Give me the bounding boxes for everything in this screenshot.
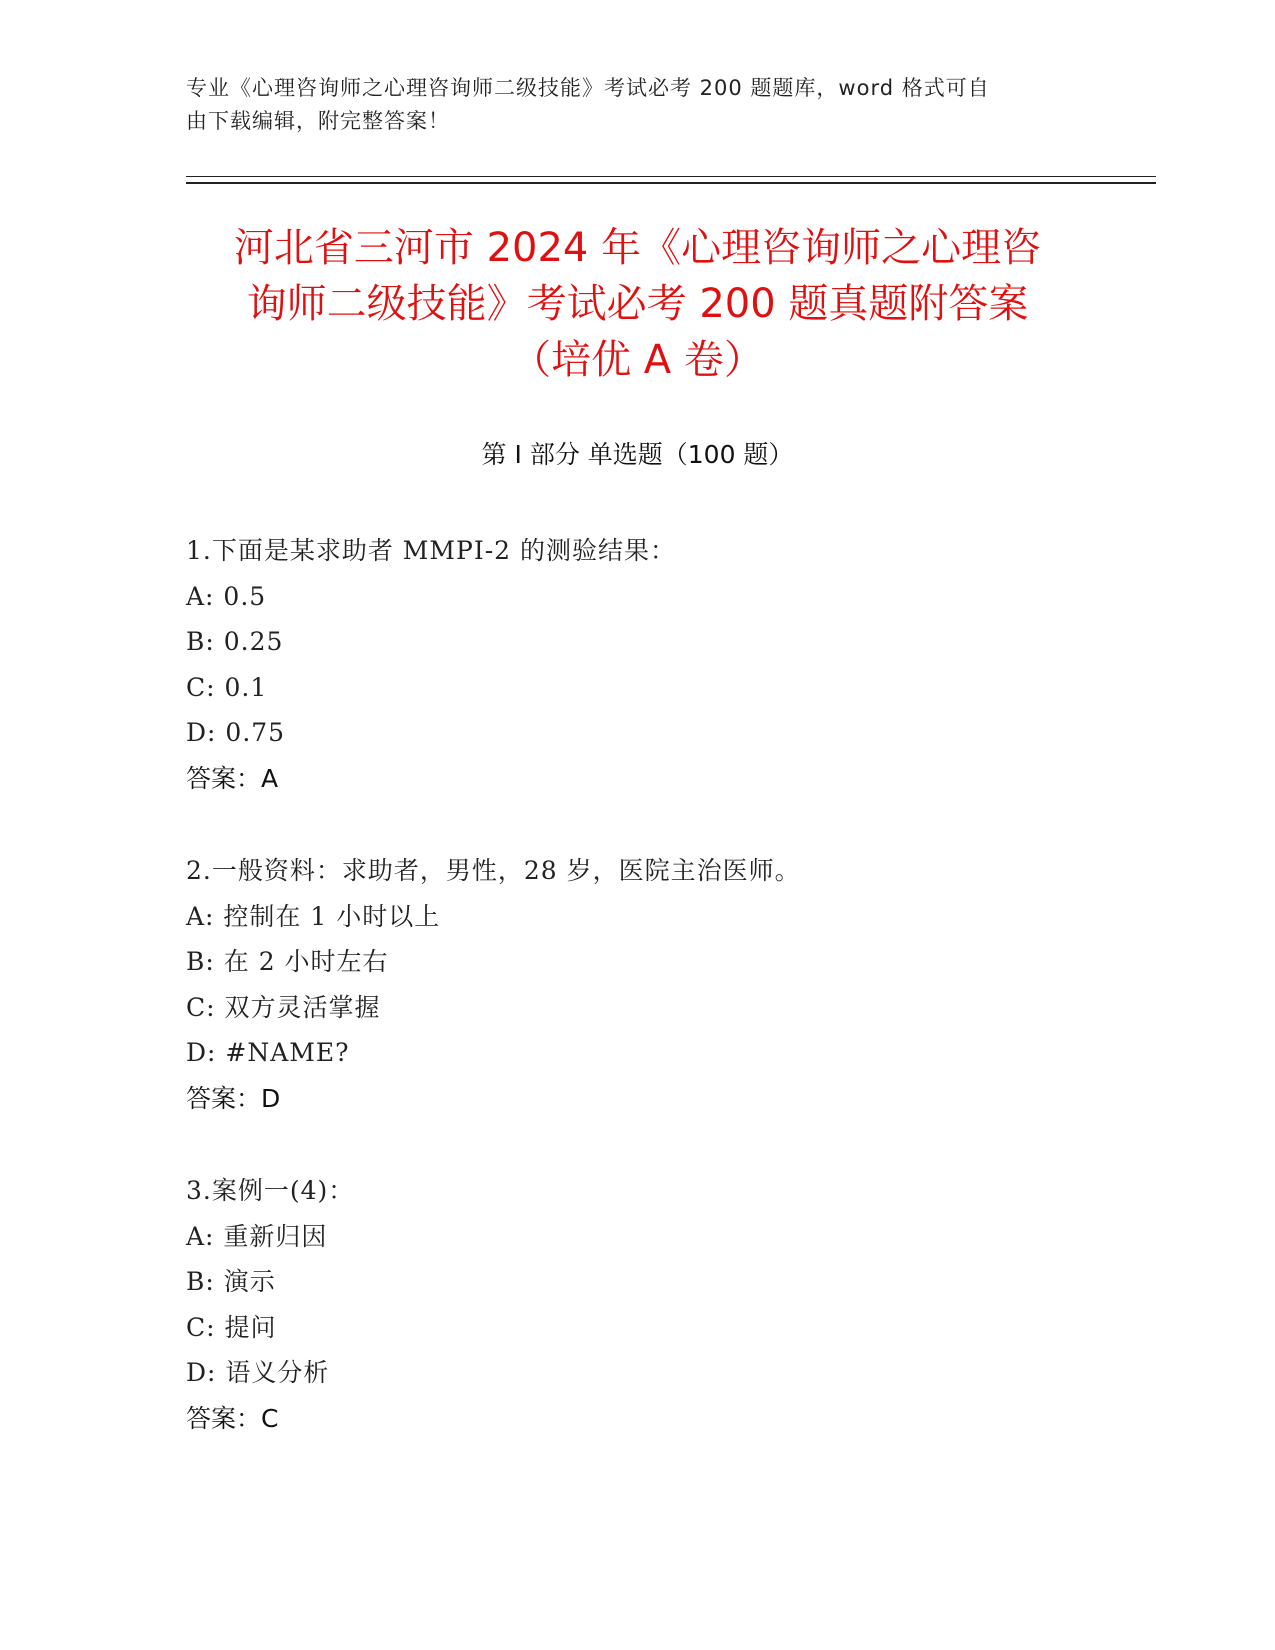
title-line-3: （培优 A 卷） — [511, 337, 764, 383]
answer-line: 答案：A — [186, 763, 279, 793]
intro-line-2: 由下载编辑，附完整答案！ — [186, 109, 450, 133]
header-divider-thin — [186, 176, 1156, 177]
question-stem: 2.一般资料：求助者，男性，28 岁，医院主治医师。 — [186, 856, 801, 885]
option-c: C: 0.1 — [186, 672, 268, 702]
option-d: D: 语义分析 — [186, 1358, 330, 1387]
option-b: B: 演示 — [186, 1267, 276, 1296]
question-stem: 3.案例一(4)： — [186, 1176, 355, 1205]
question-stem: 1.下面是某求助者 MMPI-2 的测验结果： — [186, 536, 676, 565]
intro-text — [186, 72, 1066, 138]
section-heading: 第 I 部分 单选题（100 题） — [481, 440, 794, 469]
option-d: D: #NAME? — [186, 1038, 350, 1067]
intro-line-1: 专业《心理咨询师之心理咨询师二级技能》考试必考 200 题题库，word 格式可自 — [186, 76, 990, 100]
answer-line: 答案：C — [186, 1403, 279, 1433]
question-item — [186, 848, 1136, 1121]
title-line-2: 询师二级技能》考试必考 200 题真题附答案 — [246, 281, 1029, 327]
option-a: A: 控制在 1 小时以上 — [186, 901, 441, 931]
answer-line: 答案：D — [186, 1083, 281, 1113]
option-b: B: 在 2 小时左右 — [186, 947, 389, 976]
question-item — [186, 1168, 1136, 1441]
option-c: C: 双方灵活掌握 — [186, 992, 381, 1022]
option-c: C: 提问 — [186, 1312, 277, 1342]
title-line-1: 河北省三河市 2024 年《心理咨询师之心理咨 — [233, 225, 1042, 271]
question-item — [186, 528, 1136, 801]
option-b: B: 0.25 — [186, 627, 284, 656]
header-divider-thick — [186, 182, 1156, 184]
option-a: A: 重新归因 — [186, 1221, 328, 1251]
document-title — [160, 220, 1115, 388]
option-a: A: 0.5 — [186, 581, 267, 611]
option-d: D: 0.75 — [186, 718, 286, 747]
